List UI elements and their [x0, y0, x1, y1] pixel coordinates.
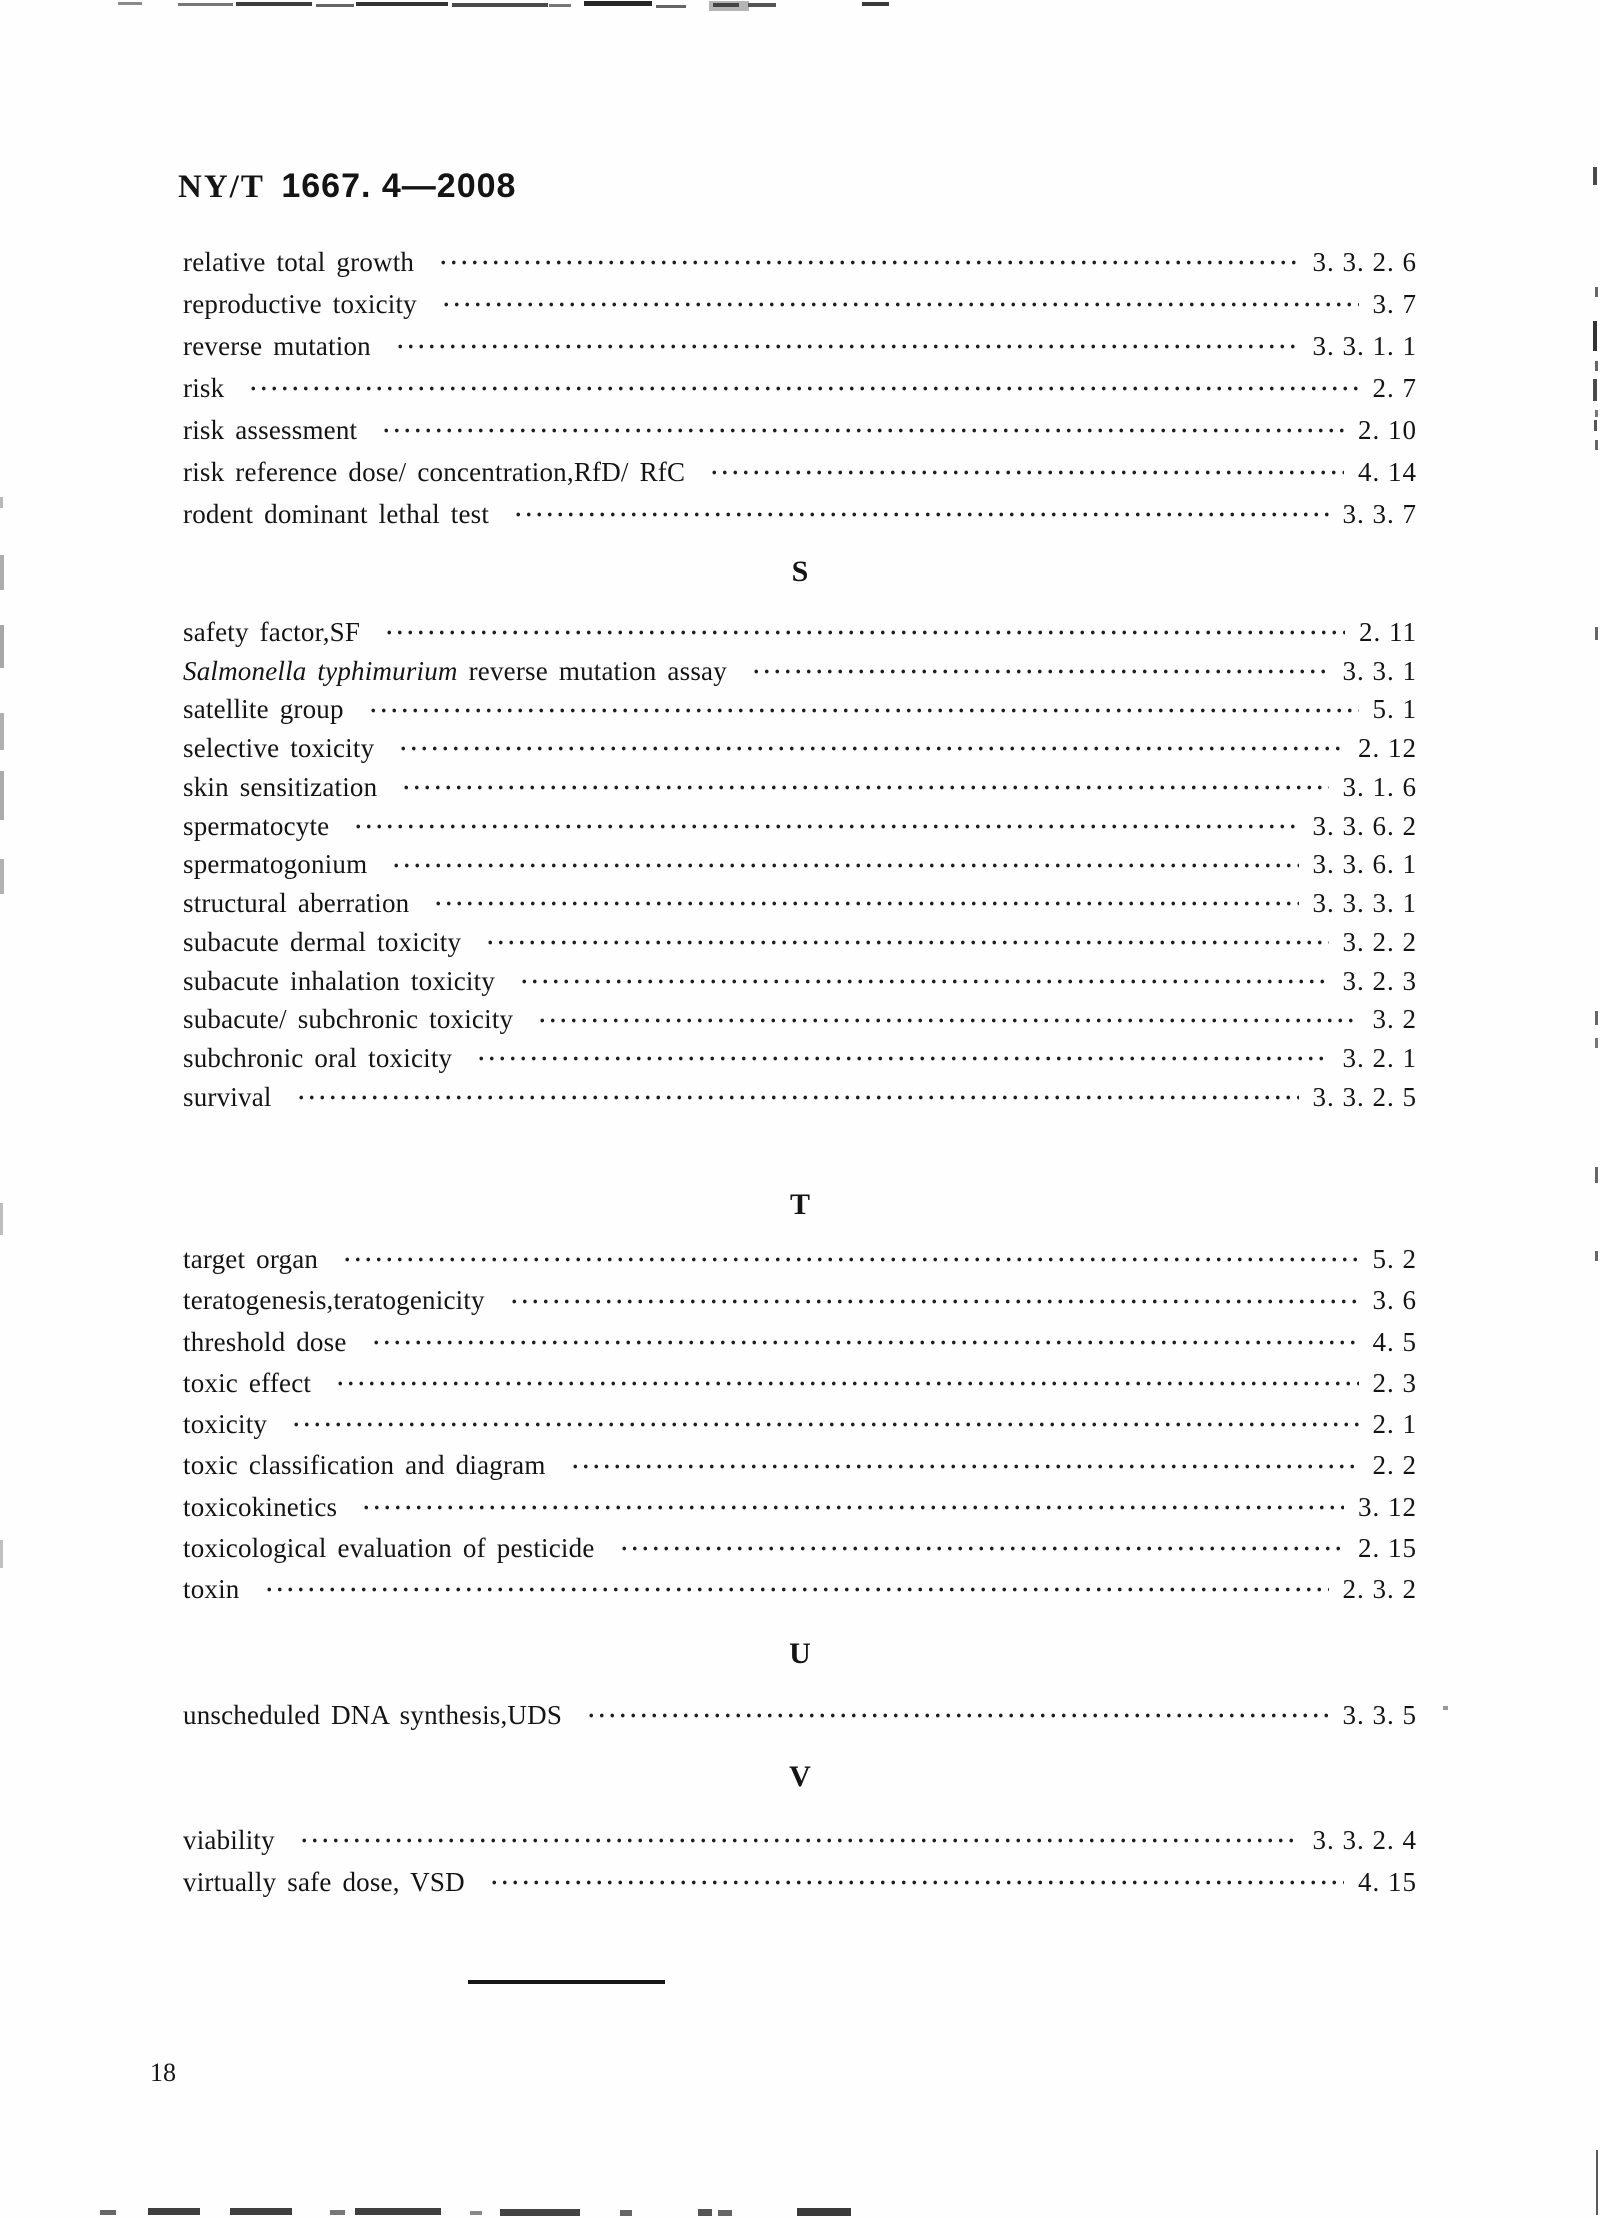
index-term: virtually safe dose, VSD — [183, 1866, 465, 1897]
section-ref: 3. 3. 5 — [1342, 1699, 1417, 1730]
section-ref: 3. 1. 6 — [1342, 771, 1417, 802]
dotted-leader — [709, 451, 1344, 493]
index-entry — [183, 1078, 1417, 1117]
index-term: toxic effect — [183, 1367, 312, 1398]
index-entry — [183, 1861, 1417, 1903]
scan-artifact — [0, 713, 4, 750]
index-term: risk — [183, 372, 225, 403]
section-ref: 4. 14 — [1358, 456, 1417, 487]
index-entry — [183, 1569, 1417, 1610]
section-ref: 2. 1 — [1372, 1409, 1417, 1440]
index-entry — [183, 691, 1417, 730]
index-section-rows — [183, 1239, 1417, 1610]
dotted-leader — [353, 807, 1298, 846]
index-entry — [183, 1239, 1417, 1280]
index-term: safety factor,SF — [183, 616, 361, 647]
dotted-leader — [433, 884, 1298, 923]
index-entry — [183, 1001, 1417, 1040]
index-entry — [183, 807, 1417, 846]
scan-artifact — [230, 2208, 292, 2215]
scan-artifact — [316, 4, 354, 7]
scan-artifact — [584, 1, 652, 6]
dotted-leader — [509, 1280, 1359, 1321]
section-ref: 2. 10 — [1358, 414, 1417, 445]
index-term: rodent dominant lethal test — [183, 498, 490, 529]
index-section-rows — [183, 1694, 1417, 1736]
index-entry — [183, 962, 1417, 1001]
index-entry — [183, 493, 1417, 535]
section-ref: 3. 2. 1 — [1342, 1043, 1417, 1074]
index-term-italic: Salmonella typhimurium — [183, 655, 458, 686]
scan-artifact — [0, 1203, 3, 1235]
index-term: reverse mutation — [183, 330, 371, 361]
scan-artifact — [797, 2208, 851, 2216]
index-entry — [183, 451, 1417, 493]
dotted-leader — [371, 1322, 1359, 1363]
section-ref: 3. 3. 3. 1 — [1312, 888, 1417, 919]
index-entry — [183, 1280, 1417, 1321]
index-section-letter: T — [789, 1188, 810, 1221]
section-ref: 2. 15 — [1358, 1532, 1417, 1563]
section-ref: 3. 7 — [1372, 288, 1417, 319]
index-entry — [183, 1528, 1417, 1569]
index-entry — [183, 1694, 1417, 1736]
section-ref: 3. 2. 3 — [1342, 965, 1417, 996]
index-term: subchronic oral toxicity — [183, 1043, 453, 1074]
dotted-leader — [381, 409, 1344, 451]
section-ref: 3. 3. 6. 1 — [1312, 849, 1417, 880]
scan-artifact — [718, 2210, 732, 2216]
index-term: threshold dose — [183, 1326, 347, 1357]
index-entry — [183, 729, 1417, 768]
index-entry — [183, 325, 1417, 367]
scan-artifact — [0, 1540, 3, 1568]
index-entry — [183, 367, 1417, 409]
section-ref: 2. 3 — [1372, 1367, 1417, 1398]
dotted-leader — [335, 1363, 1358, 1404]
index-entry — [183, 923, 1417, 962]
dotted-leader — [384, 613, 1345, 652]
dotted-leader — [586, 1694, 1328, 1736]
index-term: selective toxicity — [183, 733, 375, 764]
footer-rule — [468, 1980, 665, 1984]
index-entry — [183, 241, 1417, 283]
dotted-leader — [537, 1001, 1358, 1040]
section-ref: 4. 5 — [1372, 1326, 1417, 1357]
index-entry — [183, 768, 1417, 807]
index-entry — [183, 1039, 1417, 1078]
index-term: toxin — [183, 1574, 240, 1605]
section-ref: 3. 3. 6. 2 — [1312, 810, 1417, 841]
scan-artifact — [1595, 1011, 1598, 1025]
index-entry — [183, 1322, 1417, 1363]
index-entry — [183, 846, 1417, 885]
dotted-leader — [438, 241, 1298, 283]
index-term: risk assessment — [183, 414, 358, 445]
index-term: Salmonella typhimurium reverse mutation assay — [183, 655, 727, 686]
index-term: subacute/ subchronic toxicity — [183, 1004, 514, 1035]
scan-artifact — [330, 2210, 345, 2215]
dotted-leader — [291, 1404, 1358, 1445]
index-term: toxicokinetics — [183, 1491, 338, 1522]
section-ref: 3. 3. 1 — [1342, 655, 1417, 686]
section-ref: 3. 3. 1. 1 — [1312, 330, 1417, 361]
dotted-leader — [361, 1487, 1344, 1528]
scan-artifact — [0, 555, 4, 590]
dotted-leader — [476, 1039, 1328, 1078]
section-ref: 3. 2. 2 — [1342, 926, 1417, 957]
section-ref: 5. 1 — [1372, 694, 1417, 725]
document-header — [178, 168, 516, 205]
standard-code: NY/T — [178, 169, 265, 205]
scan-artifact — [748, 3, 776, 7]
scan-artifact — [236, 2, 312, 6]
scan-artifact — [355, 2208, 441, 2215]
dotted-leader — [398, 729, 1344, 768]
index-term: unscheduled DNA synthesis,UDS — [183, 1699, 563, 1730]
section-ref: 2. 12 — [1358, 733, 1417, 764]
section-ref: 3. 2 — [1372, 1004, 1417, 1035]
index-term: skin sensitization — [183, 771, 378, 802]
scan-artifact — [0, 497, 3, 508]
scan-artifact — [178, 3, 233, 6]
index-term: toxic classification and diagram — [183, 1450, 546, 1481]
scan-artifact — [862, 2, 889, 6]
dotted-leader — [513, 493, 1328, 535]
scan-artifact — [148, 2208, 200, 2215]
index-term: spermatocyte — [183, 810, 330, 841]
index-term: teratogenesis,teratogenicity — [183, 1285, 485, 1316]
scan-artifact — [656, 5, 686, 8]
dotted-leader — [489, 1861, 1344, 1903]
dotted-leader — [296, 1078, 1299, 1117]
dotted-leader — [570, 1445, 1359, 1486]
dotted-leader — [248, 367, 1358, 409]
index-entry — [183, 1445, 1417, 1486]
scan-artifact — [1595, 410, 1598, 417]
section-ref: 3. 3. 2. 6 — [1312, 246, 1417, 277]
index-entry — [183, 652, 1417, 691]
index-entry — [183, 1819, 1417, 1861]
section-ref: 3. 3. 7 — [1342, 498, 1417, 529]
index-term: satellite group — [183, 694, 344, 725]
section-ref: 4. 15 — [1358, 1866, 1417, 1897]
standard-number: 1667. 4—2008 — [281, 167, 517, 205]
dotted-leader — [342, 1239, 1358, 1280]
scan-artifact — [1595, 361, 1598, 371]
dotted-leader — [751, 652, 1329, 691]
index-term: spermatogonium — [183, 849, 368, 880]
scan-artifact — [1596, 2150, 1598, 2215]
scan-artifact — [0, 771, 4, 820]
section-ref: 3. 12 — [1358, 1491, 1417, 1522]
scan-artifact — [470, 2211, 482, 2215]
dotted-leader — [485, 923, 1328, 962]
section-ref: 3. 3. 2. 4 — [1312, 1824, 1417, 1855]
scan-artifact — [500, 2209, 580, 2216]
index-entry — [183, 283, 1417, 325]
index-entry — [183, 1404, 1417, 1445]
index-term: subacute dermal toxicity — [183, 926, 462, 957]
dotted-leader — [391, 846, 1298, 885]
index-term: subacute inhalation toxicity — [183, 965, 496, 996]
scan-artifact — [549, 4, 571, 7]
dotted-leader — [519, 962, 1328, 1001]
dotted-leader — [368, 691, 1359, 730]
index-section-letter: S — [791, 555, 809, 588]
scan-artifact — [1443, 1706, 1448, 1710]
scan-artifact — [1595, 440, 1598, 450]
index-section-letter: U — [789, 1637, 811, 1670]
scan-artifact — [356, 2, 448, 6]
index-section-letter: V — [789, 1760, 811, 1793]
scan-artifact — [709, 1, 749, 11]
scan-artifact — [1595, 627, 1598, 640]
header-space — [265, 169, 282, 205]
scan-artifact — [698, 2209, 712, 2216]
dotted-leader — [395, 325, 1299, 367]
scan-artifact — [1595, 1251, 1598, 1261]
index-entry — [183, 884, 1417, 923]
scan-artifact — [713, 3, 739, 7]
index-term: structural aberration — [183, 888, 410, 919]
section-ref: 2. 11 — [1359, 616, 1417, 647]
index-entry — [183, 1363, 1417, 1404]
scan-artifact — [118, 2, 142, 5]
section-ref: 2. 2 — [1372, 1450, 1417, 1481]
index-section-rows — [183, 241, 1417, 535]
index-term: target organ — [183, 1244, 319, 1275]
scan-artifact — [1594, 420, 1597, 431]
section-ref: 2. 3. 2 — [1342, 1574, 1417, 1605]
index-term: risk reference dose/ concentration,RfD/ RfC — [183, 456, 686, 487]
scan-artifact — [1593, 379, 1597, 401]
scan-artifact — [1595, 1167, 1598, 1183]
index-term: toxicological evaluation of pesticide — [183, 1532, 595, 1563]
index-section-rows — [183, 1819, 1417, 1903]
index-term: survival — [183, 1081, 272, 1112]
dotted-leader — [441, 283, 1359, 325]
scan-artifact — [452, 3, 548, 7]
section-ref: 2. 7 — [1372, 372, 1417, 403]
dotted-leader — [299, 1819, 1299, 1861]
scan-artifact — [1593, 167, 1597, 185]
index-term: toxicity — [183, 1409, 268, 1440]
scan-artifact — [100, 2210, 116, 2215]
scan-artifact — [0, 625, 4, 668]
index-entry — [183, 409, 1417, 451]
index-term: viability — [183, 1824, 275, 1855]
dotted-leader — [401, 768, 1328, 807]
index-term: relative total growth — [183, 246, 415, 277]
section-ref: 3. 3. 2. 5 — [1312, 1081, 1417, 1112]
index-entry — [183, 1487, 1417, 1528]
index-term: reproductive toxicity — [183, 288, 417, 319]
index-section-rows — [183, 613, 1417, 1117]
dotted-leader — [619, 1528, 1344, 1569]
section-ref: 3. 6 — [1372, 1285, 1417, 1316]
scan-artifact — [0, 859, 4, 894]
page-number: 18 — [150, 2058, 176, 2087]
section-ref: 5. 2 — [1372, 1244, 1417, 1275]
scan-artifact — [1593, 321, 1597, 351]
scan-artifact — [1595, 287, 1598, 297]
dotted-leader — [264, 1569, 1329, 1610]
index-entry — [183, 613, 1417, 652]
scan-artifact — [1595, 1038, 1598, 1048]
scan-artifact — [620, 2210, 632, 2216]
